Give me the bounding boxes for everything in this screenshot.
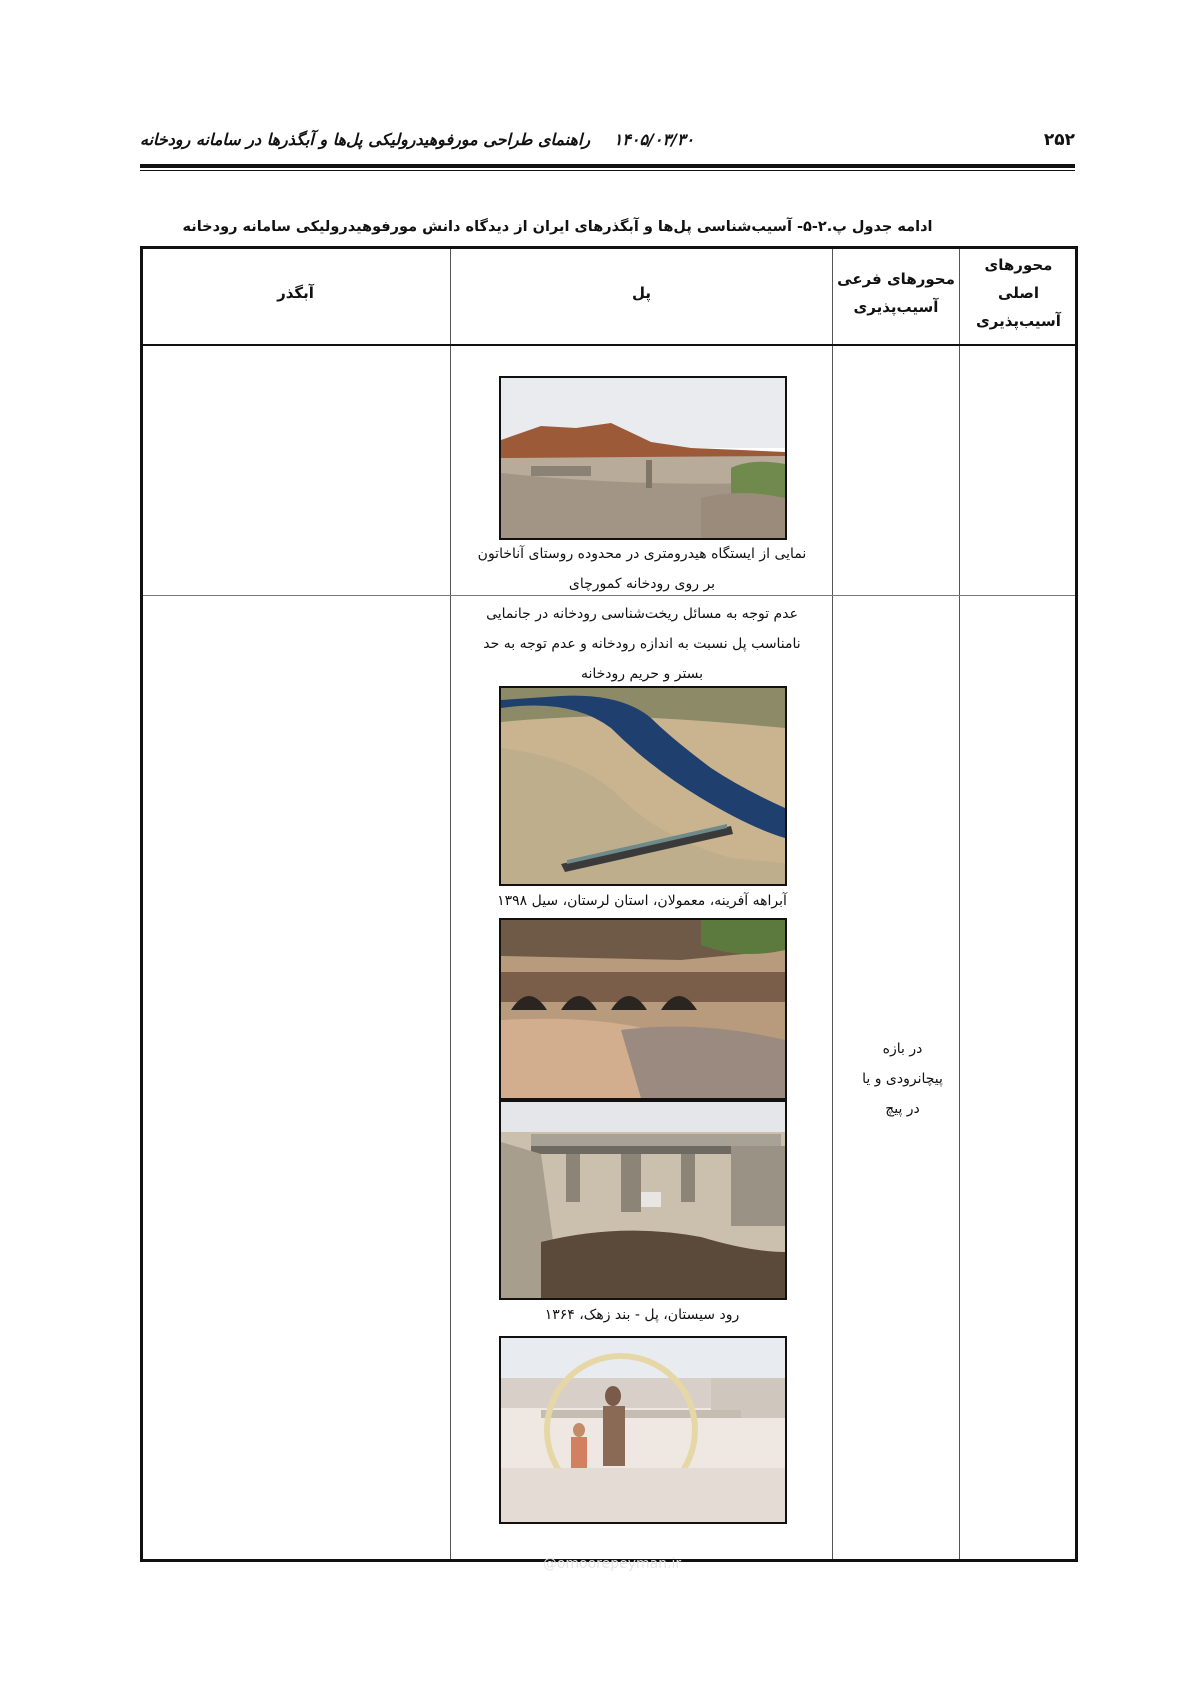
vulnerability-table [140,246,1078,1562]
page-number: ۲۵۲ [1043,130,1075,150]
header-rule-thin [140,170,1075,171]
caption-line: بر روی رودخانه کمورچای [568,576,716,592]
description-line: نامناسب پل نسبت به اندازه رودخانه و عدم توجه به حد [483,636,801,652]
header-line: محورهای فرعی [837,270,955,288]
header-line: آسیب‌پذیری [976,312,1061,330]
book-title [140,130,694,149]
header-culvert: آبگذر [277,284,314,302]
sediment-bridge-photo [499,1100,787,1300]
description-line: عدم توجه به مسائل ریخت‌شناسی رودخانه در جانمایی [486,606,798,622]
historic-bridge-photo [499,1336,787,1524]
book-title-text: راهنمای طراحی مورفوهیدرولیکی پل‌ها و آبگذرها در سامانه رودخانه [140,130,591,149]
header-sub-axes [835,265,957,321]
header-divider [143,344,1075,346]
column-divider [832,249,833,1559]
aerial-photo-caption: آبراهه آفرینه، معمولان، استان لرستان، سیل ۱۳۹۸ [497,893,787,909]
sediment-photo-caption: رود سیستان، پل - بند زهک، ۱۳۶۴ [544,1307,740,1323]
header-line: آسیب‌پذیری [853,298,939,316]
header-main-axes [962,251,1075,335]
table-caption: ادامه جدول پ.۲-۵- آسیب‌شناسی پل‌ها و آبگذرهای ایران از دیدگاه دانش مورفوهیدرولیکی سامانه رودخانه [182,219,933,235]
hydrometric-photo-caption [455,539,829,599]
header-line: محورهای [984,256,1053,274]
aerial-river-image [501,688,785,884]
description-line: بستر و حریم رودخانه [580,666,704,682]
historic-bridge-image [501,1338,785,1522]
sub-axis-line: در بازه [882,1041,923,1057]
caption-line: نمایی از ایستگاه هیدرومتری در محدوده روستای آناخاتون [477,546,807,562]
header-rule [140,164,1075,168]
column-divider [450,249,451,1559]
misplacement-description [455,599,829,689]
page-header [140,130,1075,152]
hydrometric-station-photo [499,376,787,540]
watermark-text: @omoorepeyman.ir [542,1556,682,1572]
sub-axis-meander [840,1034,965,1124]
header-line: اصلی [998,284,1039,302]
arch-bridge-image [501,920,785,1098]
sub-axis-line: در پیچ [885,1101,920,1117]
sediment-bridge-image [501,1102,785,1298]
aerial-river-bridge-photo [499,686,787,886]
sub-axis-line: پیچانرودی و یا [862,1071,943,1087]
arch-bridge-photo [499,918,787,1100]
book-date: ۱۴۰۵/۰۳/۳۰ [613,130,695,149]
header-bridge: پل [631,284,652,302]
hydrometric-station-image [501,378,785,538]
column-divider [959,249,960,1559]
